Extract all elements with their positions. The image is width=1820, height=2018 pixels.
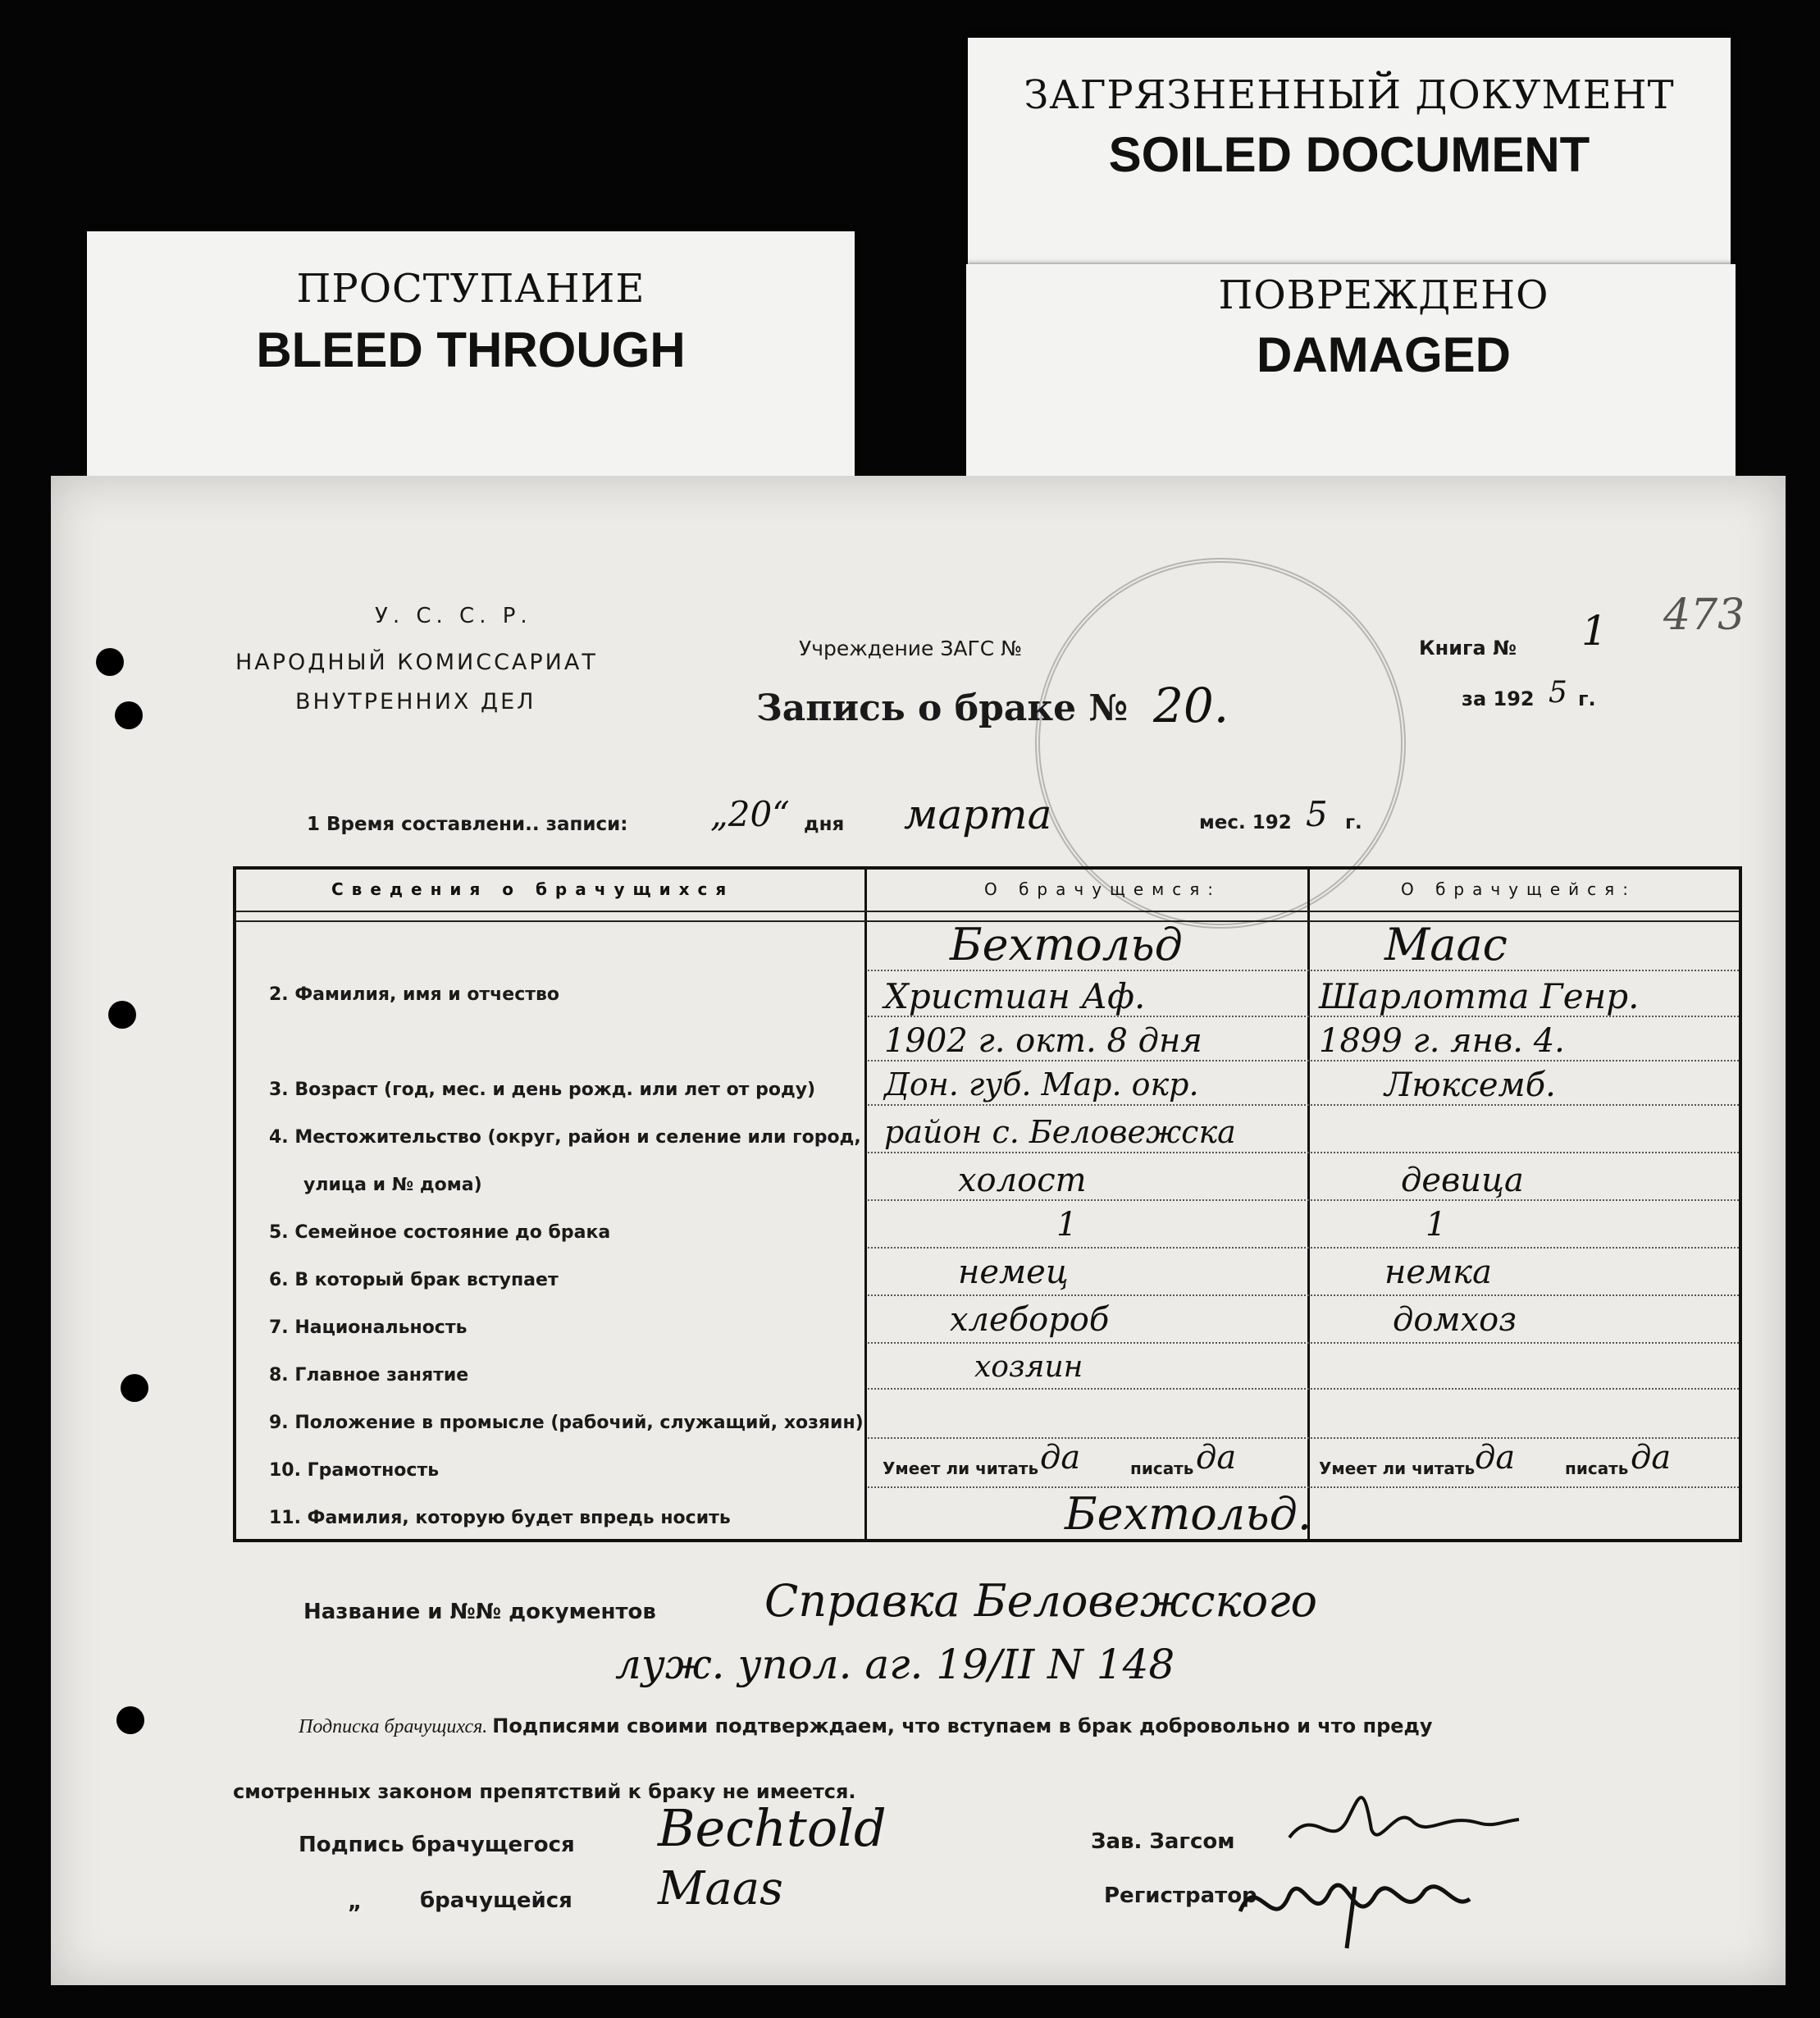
entry-line	[868, 1437, 1739, 1439]
row-label-marriage-number: 6. В который брак вступает	[269, 1270, 559, 1290]
row-label-residence: 4. Местожительство (округ, район и селение или город,	[269, 1127, 861, 1148]
head-signature-scribble	[1281, 1772, 1527, 1862]
documents-label: Название и №№ документов	[303, 1600, 656, 1624]
groom-signature: Bechtold	[658, 1798, 887, 1858]
groom-write-label: писать	[1130, 1459, 1194, 1478]
soiled-flag-ru: ЗАГРЯЗНЕННЫЙ ДОКУМЕНТ	[1024, 72, 1675, 118]
groom-write-value: да	[1196, 1439, 1237, 1477]
bleed-through-flag	[87, 231, 855, 494]
entry-line	[868, 1388, 1739, 1390]
record-month: марта	[904, 791, 1052, 838]
record-year-digit: 5	[1306, 794, 1328, 834]
row-label-position: 9. Положение в промысле (рабочий, служащий, хозяин)	[269, 1413, 864, 1433]
bride-quote-mark: „	[348, 1890, 363, 1915]
documents-line-1: Справка Беловежского	[764, 1575, 1317, 1627]
record-title: Запись о браке №	[756, 687, 1129, 729]
groom-surname: Бехтольд	[950, 919, 1183, 970]
binding-hole	[116, 1706, 144, 1734]
header-rule	[236, 911, 1739, 912]
marriage-record-sheet	[51, 476, 1786, 1985]
bride-name: Шарлотта Генр.	[1319, 976, 1640, 1016]
bride-signature: Maas	[658, 1862, 783, 1915]
groom-read-value: да	[1040, 1439, 1081, 1477]
commissariat-line-2: ВНУТРЕННИХ ДЕЛ	[295, 689, 536, 715]
groom-nationality: немец	[958, 1253, 1069, 1291]
bride-age: 1899 г. янв. 4.	[1319, 1022, 1565, 1060]
groom-marriage-number: 1	[1056, 1206, 1078, 1244]
column-header-bride: О брачущейся:	[1401, 879, 1636, 899]
book-number: 1	[1581, 607, 1608, 655]
declaration-lead: Подписка брачущихся.	[299, 1716, 488, 1737]
day-word: дня	[804, 814, 845, 835]
groom-name: Христиан Аф.	[884, 976, 1146, 1016]
institution-label: Учреждение ЗАГС №	[799, 637, 1023, 660]
registration-table	[233, 866, 1742, 1542]
commissariat-line-1: НАРОДНЫЙ КОМИССАРИАТ	[235, 650, 598, 675]
binding-hole	[96, 648, 124, 676]
damaged-flag-ru: ПОВРЕЖДЕНО	[1218, 272, 1549, 318]
bride-marriage-number: 1	[1425, 1206, 1447, 1244]
groom-age: 1902 г. окт. 8 дня	[884, 1022, 1202, 1060]
soiled-flag-en: SOILED DOCUMENT	[1108, 127, 1590, 182]
groom-occupation: хлебороб	[950, 1301, 1110, 1339]
declaration-line-1	[299, 1714, 1433, 1738]
groom-read-label: Умеет ли читать	[883, 1459, 1039, 1478]
column-header-info: Сведения о брачущихся	[331, 879, 735, 899]
row-label-nationality: 7. Национальность	[269, 1317, 468, 1338]
documents-line-2: луж. упол. аг. 19/II N 148	[615, 1641, 1175, 1688]
binding-hole	[108, 1001, 136, 1029]
future-surname: Бехтольд.	[1065, 1488, 1311, 1540]
row-label-age: 3. Возраст (год, мес. и день рожд. или лет от роду)	[269, 1080, 816, 1100]
soiled-document-flag	[968, 38, 1731, 284]
groom-residence-2: район с. Беловежска	[884, 1114, 1236, 1150]
row-label-literacy: 10. Грамотность	[269, 1460, 440, 1481]
row-label-address: улица и № дома)	[303, 1175, 482, 1195]
bride-read-value: да	[1475, 1439, 1516, 1477]
year-label: за 192	[1462, 687, 1535, 710]
record-day: „20“	[710, 794, 790, 834]
damaged-flag	[966, 264, 1736, 502]
entry-line	[868, 1342, 1739, 1344]
declaration-text-1: Подписями своими подтверждаем, что вступаем в брак добровольно и что преду	[492, 1714, 1433, 1737]
registrar-signature-scribble	[1232, 1854, 1478, 1952]
groom-residence-1: Дон. губ. Мар. окр.	[884, 1066, 1199, 1103]
bride-residence: Люксемб.	[1384, 1066, 1556, 1104]
column-divider	[864, 870, 867, 1539]
row-label-name: 2. Фамилия, имя и отчество	[269, 984, 560, 1005]
bride-occupation: домхоз	[1393, 1301, 1517, 1339]
bride-nationality: немка	[1384, 1253, 1492, 1291]
binding-hole	[115, 701, 143, 729]
row-label-future-surname: 11. Фамилия, которую будет впредь носить	[269, 1508, 731, 1528]
time-of-record-label: 1 Время составлени.. записи:	[307, 814, 628, 835]
entry-line	[868, 1247, 1739, 1249]
month-label: мес. 192	[1199, 812, 1292, 833]
bride-signature-label: брачущейся	[420, 1888, 572, 1913]
entry-line	[868, 1104, 1739, 1106]
corner-number: 473	[1663, 591, 1745, 640]
groom-position: хозяин	[974, 1350, 1083, 1384]
year-digit: 5	[1549, 676, 1567, 710]
head-of-zags-label: Зав. Загсом	[1091, 1829, 1235, 1854]
bride-read-label: Умеет ли читать	[1319, 1459, 1476, 1478]
entry-line	[868, 1152, 1739, 1153]
record-year-suffix: г.	[1345, 812, 1362, 833]
row-label-occupation: 8. Главное занятие	[269, 1365, 469, 1386]
bride-write-value: да	[1631, 1439, 1672, 1477]
bride-write-label: писать	[1565, 1459, 1629, 1478]
damaged-flag-en: DAMAGED	[1257, 327, 1511, 382]
entry-line	[868, 1060, 1739, 1062]
entry-line	[868, 1199, 1739, 1201]
bride-status: девица	[1401, 1162, 1524, 1199]
groom-signature-label: Подпись брачущегося	[299, 1833, 575, 1857]
bleed-flag-ru: ПРОСТУПАНИЕ	[296, 266, 645, 312]
record-number: 20.	[1153, 678, 1229, 733]
ussr-heading: У. С. С. Р.	[375, 604, 532, 628]
groom-status: холост	[958, 1162, 1087, 1199]
bleed-flag-en: BLEED THROUGH	[256, 322, 686, 377]
column-header-groom: О брачущемся:	[984, 879, 1222, 899]
year-suffix: г.	[1578, 687, 1596, 710]
bride-surname: Маас	[1384, 919, 1508, 970]
entry-line	[868, 1294, 1739, 1296]
book-label: Книга №	[1419, 637, 1517, 660]
declaration-line-2: смотренных законом препятствий к браку не имеется.	[233, 1780, 856, 1803]
registrar-label: Регистратор	[1104, 1883, 1257, 1908]
row-label-marital-status: 5. Семейное состояние до брака	[269, 1222, 611, 1243]
binding-hole	[121, 1374, 148, 1402]
